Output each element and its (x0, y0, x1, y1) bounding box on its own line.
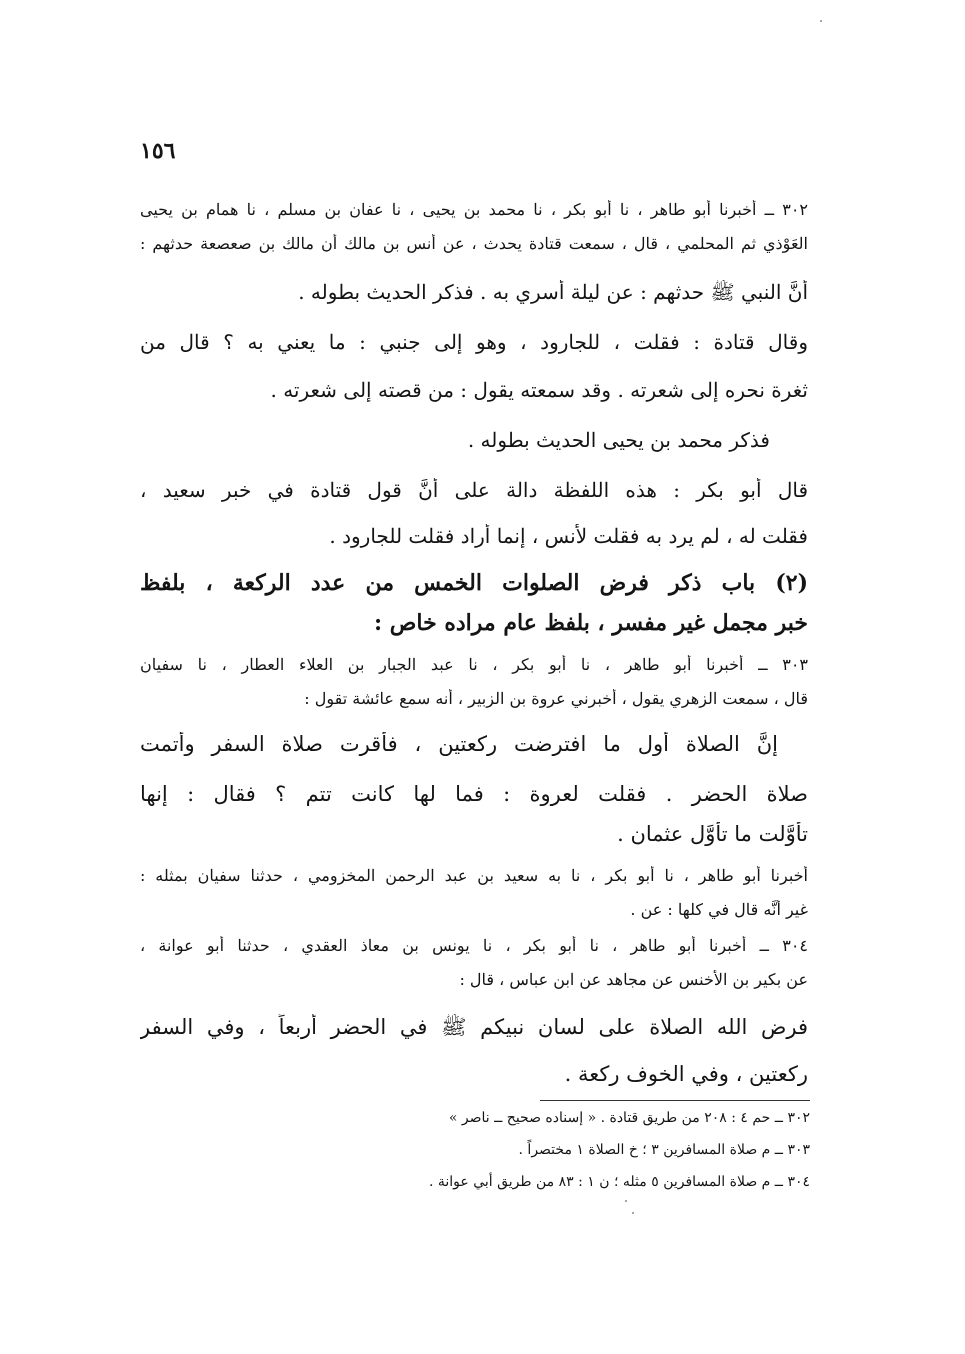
hadith-302-isnad-line-1: ٣٠٢ ــ أخبرنا أبو طاهر ، نا أبو بكر ، نا محمد بن يحيى ، نا عفان بن مسلم ، نا همام بن يحيى (140, 200, 808, 219)
hadith-302-isnad-line-2: العَوْذي ثم المحلمي ، قال ، سمعت قتادة يحدث ، عن أنس بن مالك أن مالك بن صعصعة حدثهم : (140, 234, 808, 253)
qatada-comment-line-1: وقال قتادة : فقلت ، للجارود ، وهو إلى جنبي : ما يعني به ؟ قال من (140, 330, 808, 354)
hadith-304-isnad-line-2: عن بكير بن الأخنس عن مجاهد عن ابن عباس ، قال : (459, 970, 808, 989)
hadith-303-isnad-line-2: قال ، سمعت الزهري يقول ، أخبرني عروة بن الزبير ، أنه سمع عائشة تقول : (304, 689, 808, 708)
footnote-303: ٣٠٣ ــ م صلاة المسافرين ٣ ؛ خ الصلاة ١ مختصراً . (518, 1142, 810, 1158)
chain-note-line-2: غير أنَّه قال في كلها : عن . (630, 900, 808, 919)
chain-note-line-1: أخبرنا أبو طاهر ، نا أبو بكر ، نا به سعيد بن عبد الرحمن المخزومي ، حدثنا سفيان بمثله : (140, 866, 808, 885)
footnote-separator (540, 1100, 810, 1101)
hadith-303-matn-line-2: صلاة الحضر . فقلت لعروة : فما لها كانت تتم ؟ فقال : إنها (140, 782, 808, 806)
footnote-302: ٣٠٢ ــ حم ٤ : ٢٠٨ من طريق قتادة . « إسناده صحيح ــ ناصر » (448, 1110, 810, 1126)
scan-speck (632, 1212, 634, 1214)
abu-bakr-comment-line-1: قال أبو بكر : هذه اللفظة دالة على أنَّ قول قتادة في خبر سعيد ، (140, 478, 808, 502)
qatada-comment-line-2: ثغرة نحره إلى شعرته . وقد سمعته يقول : من قصته إلى شعرته . (270, 378, 808, 402)
hadith-302-matn-line: أنَّ النبي ﷺ حدثهم : عن ليلة أُسري به . فذكر الحديث بطوله . (298, 280, 808, 304)
hadith-304-matn-line-2: ركعتين ، وفي الخوف ركعة . (564, 1062, 808, 1086)
hadith-304-isnad-line-1: ٣٠٤ ــ أخبرنا أبو طاهر ، نا أبو بكر ، نا يونس بن معاذ العقدي ، حدثنا أبو عوانة ، (140, 936, 808, 955)
hadith-303-matn-line-3: تأوَّلت ما تأوَّل عثمان . (617, 822, 808, 846)
scan-speck (625, 1200, 627, 1202)
hadith-303-matn-line-1: إنَّ الصلاة أول ما افترضت ركعتين ، فأُقرت صلاة السفر وأُتمت (140, 732, 778, 756)
page-number: ١٥٦ (140, 138, 176, 164)
chapter-heading-line-2: خبر مجمل غير مفسر ، بلفظ عام مراده خاص : (374, 610, 808, 636)
scan-speck (820, 20, 822, 22)
hadith-304-matn-line-1: فرض الله الصلاة على لسان نبيكم ﷺ في الحضر أربعاً ، وفي السفر (140, 1015, 808, 1039)
chapter-heading-line-1: (٢) باب ذكر فرض الصلوات الخمس من عدد الركعة ، بلفظ (140, 570, 808, 596)
narrator-comment-line: فذكر محمد بن يحيى الحديث بطوله . (467, 428, 770, 452)
abu-bakr-comment-line-2: فقلت له ، لم يرد به فقلت لأنس ، إنما أراد فقلت للجارود . (329, 524, 808, 548)
footnote-304: ٣٠٤ ــ م صلاة المسافرين ٥ مثله ؛ ن ١ : ٨٣ من طريق أبي عوانة . (428, 1174, 810, 1190)
hadith-303-isnad-line-1: ٣٠٣ ــ أخبرنا أبو طاهر ، نا أبو بكر ، نا عبد الجبار بن العلاء العطار ، نا سفيان (140, 655, 808, 674)
